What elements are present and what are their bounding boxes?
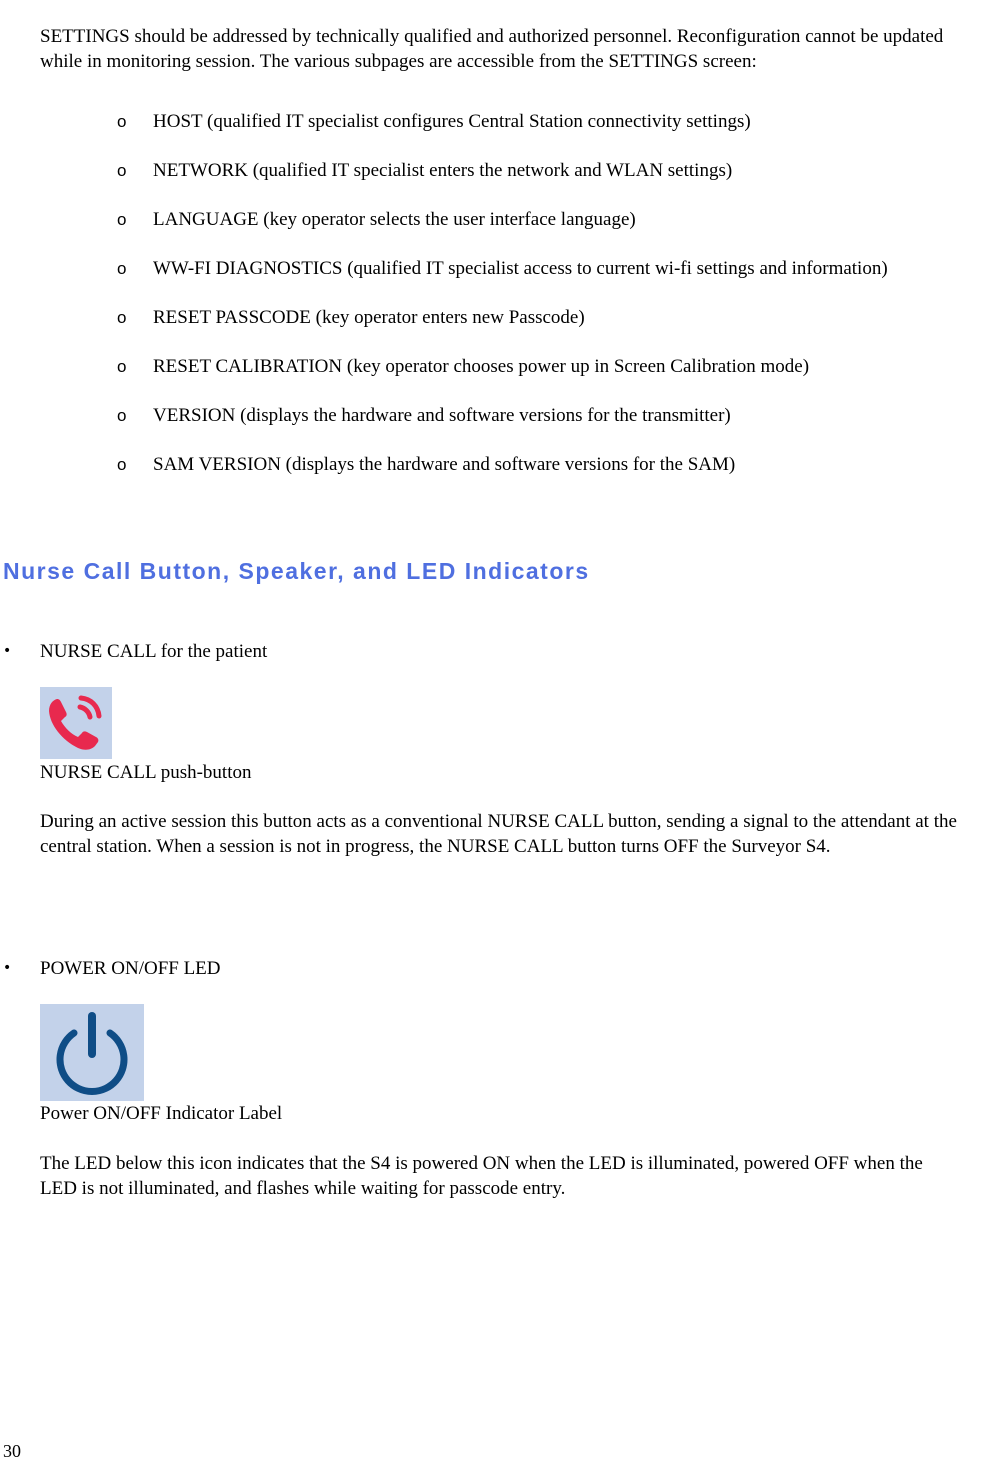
list-item-text: NETWORK (qualified IT specialist enters the network and WLAN settings) bbox=[153, 160, 733, 181]
power-icon bbox=[40, 1004, 144, 1101]
list-item-text: VERSION (displays the hardware and software versions for the transmitter) bbox=[153, 405, 731, 426]
list-marker: o bbox=[117, 357, 127, 376]
power-led-caption: Power ON/OFF Indicator Label bbox=[40, 1103, 283, 1124]
list-item bbox=[117, 403, 888, 452]
list-item bbox=[117, 158, 888, 207]
phone-ringing-icon bbox=[40, 687, 112, 759]
list-marker: o bbox=[117, 259, 127, 278]
nurse-call-description: During an active session this button acts as a conventional NURSE CALL button, sending a signal to the attendant at the central station. When a session is not in progress, the NURSE CALL button turns OFF the Surveyor S4. bbox=[40, 811, 957, 857]
nurse-call-bullet bbox=[0, 639, 267, 664]
list-item-text: RESET PASSCODE (key operator enters new Passcode) bbox=[153, 307, 585, 328]
list-item bbox=[117, 207, 888, 256]
power-icon-graphic bbox=[40, 1004, 144, 1101]
list-item bbox=[117, 256, 888, 305]
list-marker: o bbox=[117, 455, 127, 474]
list-marker: o bbox=[117, 308, 127, 327]
list-item bbox=[117, 452, 888, 501]
settings-subpage-list bbox=[117, 109, 888, 501]
power-led-title: POWER ON/OFF LED bbox=[40, 958, 221, 979]
list-item-text: SAM VERSION (displays the hardware and software versions for the SAM) bbox=[153, 454, 736, 475]
bullet-marker: • bbox=[3, 960, 12, 976]
intro-paragraph: SETTINGS should be addressed by technically qualified and authorized personnel. Reconfiguration cannot be updated while in monitoring session. The various subpages are accessible from the SETTINGS screen: bbox=[40, 26, 944, 72]
list-item-text: RESET CALIBRATION (key operator chooses power up in Screen Calibration mode) bbox=[153, 356, 810, 377]
list-item-text: LANGUAGE (key operator selects the user interface language) bbox=[153, 209, 636, 230]
list-item-text: HOST (qualified IT specialist configures Central Station connectivity settings) bbox=[153, 111, 751, 132]
list-marker: o bbox=[117, 112, 127, 131]
phone-ringing-icon-graphic bbox=[40, 687, 112, 759]
list-item bbox=[117, 305, 888, 354]
nurse-call-caption: NURSE CALL push-button bbox=[40, 762, 252, 783]
list-item bbox=[117, 354, 888, 403]
power-led-bullet bbox=[0, 956, 221, 981]
list-item bbox=[117, 109, 888, 158]
page-number: 30 bbox=[3, 1441, 21, 1461]
list-item-text: WW-FI DIAGNOSTICS (qualified IT specialist access to current wi-fi settings and information) bbox=[153, 258, 888, 279]
list-marker: o bbox=[117, 210, 127, 229]
bullet-marker: • bbox=[3, 643, 12, 659]
list-marker: o bbox=[117, 161, 127, 180]
section-heading: Nurse Call Button, Speaker, and LED Indicators bbox=[3, 558, 590, 584]
power-led-description: The LED below this icon indicates that the S4 is powered ON when the LED is illuminated, powered OFF when the LED is not illuminated, and flashes while waiting for passcode entry. bbox=[40, 1153, 923, 1199]
list-marker: o bbox=[117, 406, 127, 425]
nurse-call-title: NURSE CALL for the patient bbox=[40, 641, 268, 662]
